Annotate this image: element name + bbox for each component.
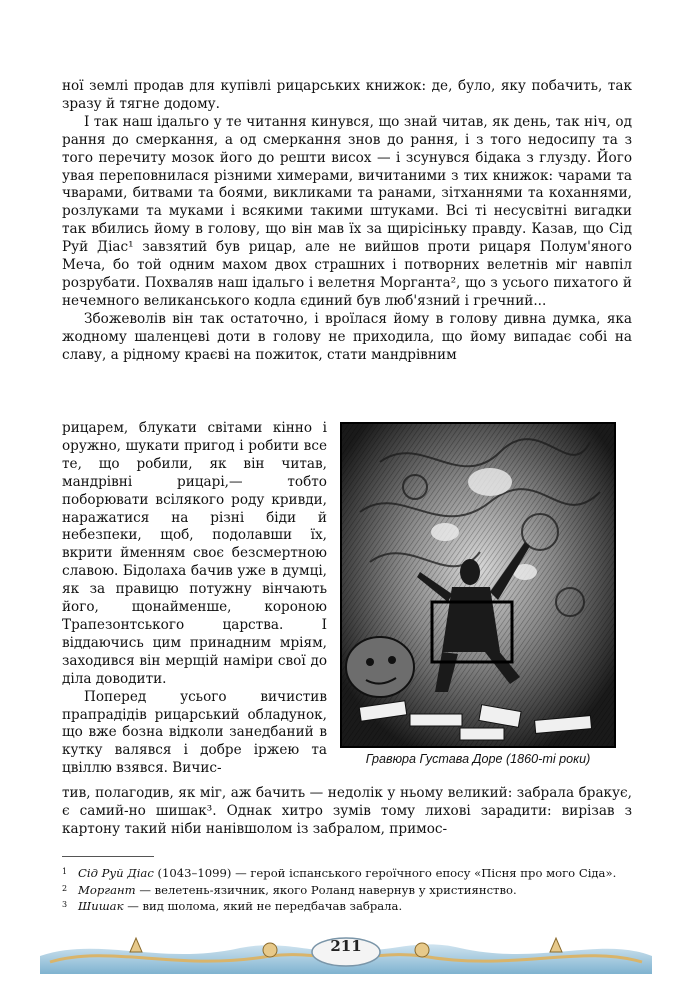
paragraph-helmet: тив, полагодив, як міг, аж бачить — недолік у ньому великий: забрала бракує, є самий-но шишак³. Однак хитро зумів тому лихові зарадити: вирізав з картону такий ніби нанівшолом із забралом, примос- <box>62 785 632 837</box>
paragraph-reading-madness: І так наш ідальго у те читання кинувся, що знай читав, як день, так ніч, од рання до смеркання, а од смеркання знов до рання, і з того недосипу та з того перечиту мозок його до решти висох — і зсунувся бідака з глузду. Його увая переповнилася різними химерами, вичитаними з тих книжок: чарами та чварами, битвами та боями, викликами та ранами, зітханнями та коханнями, розлуками та муками і всякими такими штуками. Всі ті несусвітні вигадки так вбились йому в голову, що він мав їх за щирісіньку правду. Казав, що Сід Руй Діас¹ завзятий був рицар, але не вийшов проти рицаря Полум'яного Меча, бо той одним махом двох страшних і потворних велетнів міг навпіл розрубати. Похваляв наш ідальго і велетня Морганта², що з усього пихатого й нечемного великанського кодла єдиний був люб'язний і гречний... <box>62 113 632 309</box>
footnote-3 <box>62 899 632 915</box>
footnote-term: Сід Руй Діас <box>78 866 154 880</box>
page-number: 211 <box>330 937 362 955</box>
paragraph-knight-dream: рицарем, блукати світами кінно і оружно, шукати пригод і робити все те, що робили, як він читав, мандрівні рицарі,— тобто поборювати всілякого роду кривди, наражатися на різні біди й небезпеки, щоб, подолавши їх, вкрити йменням своє безсмертною славою. Бідолаха бачив уже в думці, як за правицю потужну вінчають його, щонайменше, короною Трапезонтського царства. І віддаючись цим принадним мріям, заходився він мерщій наміри свої до діла доводити. <box>62 420 327 687</box>
footnote-divider <box>62 856 154 857</box>
footnote-1 <box>62 866 632 882</box>
wrapped-text-block <box>62 420 327 778</box>
figure-caption: Гравюра Густава Доре (1860-ті роки) <box>365 752 591 766</box>
top-text-block <box>62 78 632 365</box>
engraving-illustration <box>340 422 616 748</box>
paragraph-continued: ної землі продав для купівлі рицарських книжок: де, було, яку побачить, так зразу й тягне додому. <box>62 78 632 112</box>
footnotes <box>62 866 632 916</box>
footnote-text: — велетень-язичник, якого Роланд навернув у християнство. <box>135 882 517 897</box>
footnote-number: 2 <box>62 883 68 893</box>
footnote-2 <box>62 883 632 899</box>
footnote-term: Моргант <box>78 882 136 897</box>
footnote-number: 3 <box>62 900 68 909</box>
paragraph-decision: Збожеволів він так остаточно, і вроїлася йому в голову дивна думка, яка жодному шаленцеві доти в голову не приходила, що йому випадає собі на славу, а рідному краєві на пожиток, стати мандрівним <box>62 310 632 363</box>
paragraph-armor: Поперед усього вичистив прапрадідів рицарський обладунок, що вже бозна відколи занедбаний в кутку валявся і добре іржею та цвіллю взявся. Вичис- <box>62 688 327 777</box>
footnote-text: (1043–1099) — герой іспанського героїчного епосу «Пісня про мого Сіда». <box>153 866 617 880</box>
bottom-text-block <box>62 785 632 839</box>
footnote-text: — вид шолома, який не передбачав забрала. <box>123 899 403 913</box>
footnote-term: Шишак <box>78 899 124 913</box>
footnote-number: 1 <box>62 867 68 876</box>
dore-engraving-image <box>340 422 616 748</box>
